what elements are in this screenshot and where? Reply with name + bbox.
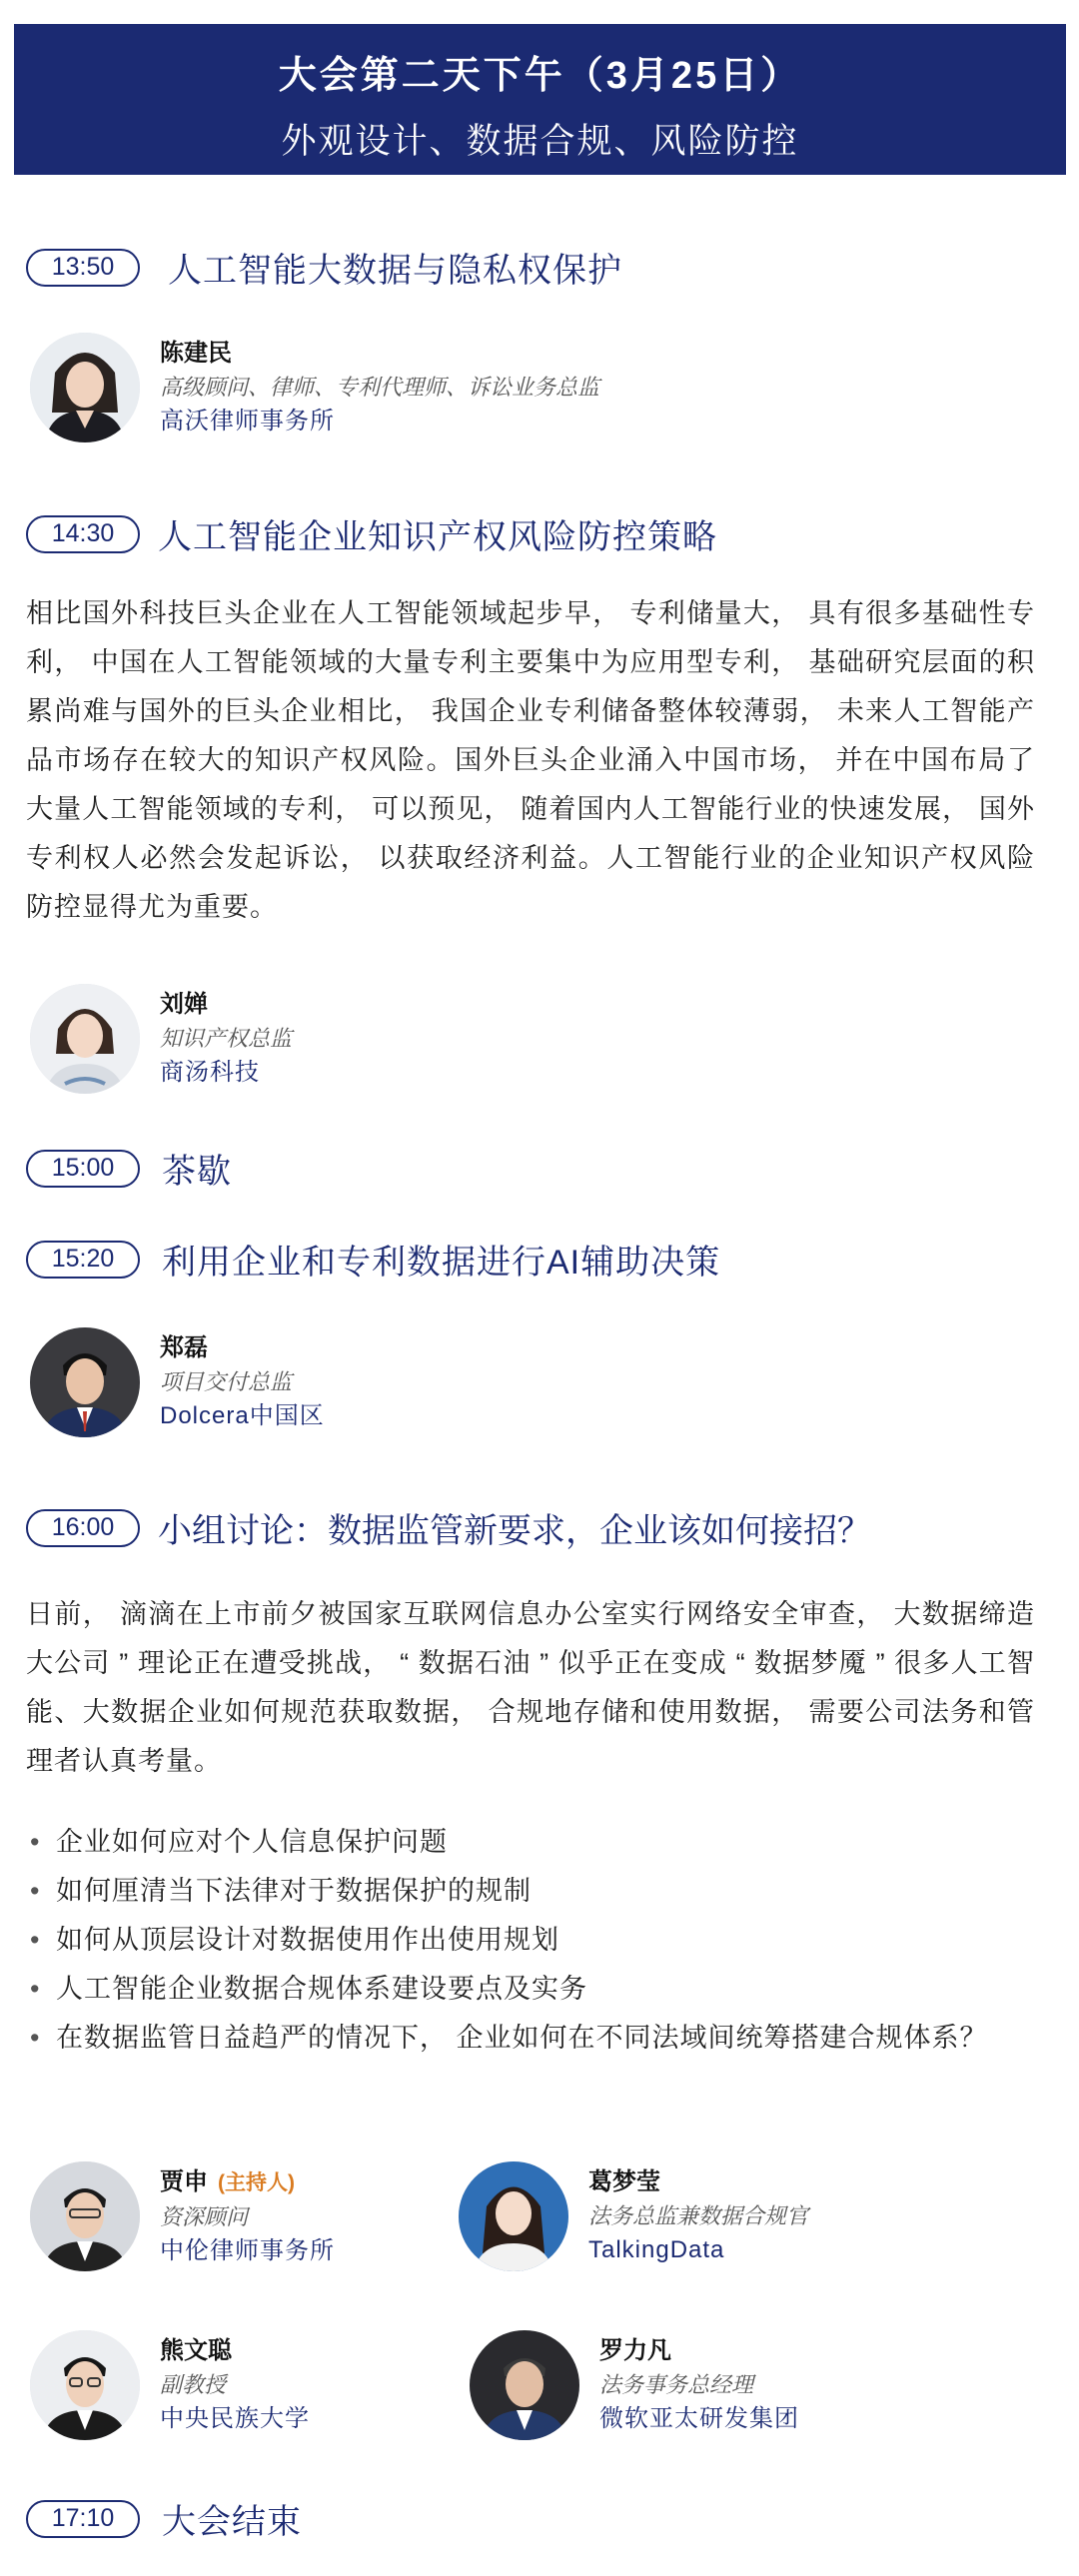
speaker-role: 法务总监兼数据合规官 <box>588 2203 809 2228</box>
speaker-zheng <box>30 1327 325 1437</box>
speaker-name: 熊文聪 <box>160 2337 232 2364</box>
speaker-role: 资深顾问 <box>160 2203 249 2229</box>
panel-description: 日前， 滴滴在上市前夕被国家互联网信息办公室实行网络安全审查， 大数据缔造大公司 ” 理论正在遭受挑战， “ 数据石油 ” 似乎正在变成 “ 数据梦魇 ” 很多人工智能、大数据企业如何规范获取数据， 合规地存储和使用数据， 需要公司法务和管理者认真考量。 <box>26 1599 1035 1776</box>
session-title: 大会结束 <box>162 2503 302 2541</box>
speaker-luo <box>470 2330 799 2440</box>
list-item: • 企业如何应对个人信息保护问题 <box>26 1818 1045 1867</box>
portrait-icon <box>30 333 140 442</box>
session-description: 相比国外科技巨头企业在人工智能领域起步早， 专利储量大， 具有很多基础性专利， 中国在人工智能领域的大量专利主要集中为应用型专利， 基础研究层面的积累尚难与国外的巨头企业相比， 我国企业专利储备整体较薄弱， 未来人工智能产品市场存在较大的知识产权风险。国外巨头企业涌入中国市场， 并在中国布局了大量人工智能领域的专利， 可以预见， 随着国内人工智能行业的快速发展， 国外专利权人必然会发起诉讼， 以获取经济利益。人工智能行业的企业知识产权风险防控显得尤为重要。 <box>26 598 1035 922</box>
speaker-jia <box>30 2161 335 2271</box>
time-pill: 17:10 <box>26 2500 140 2538</box>
session-row-1710 <box>26 2494 302 2543</box>
session-row-1500 <box>26 1144 232 1193</box>
avatar <box>30 2330 140 2440</box>
speaker-role: 副教授 <box>160 2372 227 2397</box>
speaker-org: 商汤科技 <box>160 1059 260 1086</box>
time-pill: 13:50 <box>26 249 140 287</box>
session-title: 利用企业和专利数据进行AI辅助决策 <box>162 1244 721 1282</box>
portrait-icon <box>30 1327 140 1437</box>
session-title: 茶歇 <box>162 1153 232 1191</box>
speaker-xiong <box>30 2330 310 2440</box>
speaker-org: 中央民族大学 <box>160 2405 310 2432</box>
speaker-name: 葛梦莹 <box>588 2168 660 2195</box>
avatar <box>30 2161 140 2271</box>
session-row-1350 <box>26 243 622 292</box>
session-title: 人工智能企业知识产权风险防控策略 <box>158 518 717 556</box>
speaker-org: 高沃律师事务所 <box>160 408 335 434</box>
speaker-role: 法务事务总经理 <box>599 2372 754 2397</box>
host-tag: (主持人) <box>218 2170 295 2194</box>
speaker-name: 陈建民 <box>160 340 232 367</box>
day-header-subtitle: 外观设计、数据合规、风险防控 <box>281 122 799 161</box>
speaker-org: Dolcera中国区 <box>160 1402 325 1429</box>
speaker-role: 项目交付总监 <box>160 1369 293 1394</box>
portrait-icon <box>459 2161 568 2271</box>
time-pill: 15:20 <box>26 1241 140 1279</box>
list-item: • 在数据监管日益趋严的情况下， 企业如何在不同法域间统筹搭建合规体系？ <box>26 2014 1045 2063</box>
avatar <box>30 984 140 1094</box>
time-pill: 16:00 <box>26 1509 140 1547</box>
portrait-icon <box>30 2330 140 2440</box>
list-item: • 如何从顶层设计对数据使用作出使用规划 <box>26 1916 1045 1965</box>
session-title: 小组讨论：数据监管新要求，企业该如何接招？ <box>158 1512 871 1550</box>
speaker-role: 知识产权总监 <box>160 1026 293 1051</box>
speaker-name: 贾申 <box>160 2167 208 2195</box>
time-pill: 14:30 <box>26 515 140 553</box>
session-row-1600 <box>26 1503 871 1552</box>
speaker-chen <box>30 333 599 442</box>
session-title: 人工智能大数据与隐私权保护 <box>168 252 622 290</box>
speaker-role: 高级顾问、律师、专利代理师、诉讼业务总监 <box>160 375 600 400</box>
speaker-name: 刘婵 <box>160 991 208 1018</box>
speaker-org: 中伦律师事务所 <box>160 2236 335 2264</box>
session-row-1520 <box>26 1235 720 1284</box>
avatar <box>470 2330 579 2440</box>
speaker-liu <box>30 984 292 1094</box>
speaker-name: 郑磊 <box>160 1334 208 1361</box>
panel-topic-list <box>26 1818 1045 2063</box>
list-item: • 如何厘清当下法律对于数据保护的规制 <box>26 1867 1045 1916</box>
session-row-1430 <box>26 509 717 558</box>
avatar <box>459 2161 568 2271</box>
portrait-icon <box>470 2330 579 2440</box>
time-pill: 15:00 <box>26 1150 140 1188</box>
portrait-icon <box>30 984 140 1094</box>
day-header-banner <box>14 24 1066 175</box>
portrait-icon <box>30 2161 140 2271</box>
avatar <box>30 333 140 442</box>
day-header-title: 大会第二天下午（3月25日） <box>278 55 802 97</box>
speaker-name: 罗力凡 <box>599 2337 671 2364</box>
speaker-org: TalkingData <box>588 2236 725 2263</box>
speaker-name-line <box>160 2165 335 2200</box>
list-item: • 人工智能企业数据合规体系建设要点及实务 <box>26 1965 1045 2014</box>
speaker-org: 微软亚太研发集团 <box>599 2405 799 2432</box>
avatar <box>30 1327 140 1437</box>
speaker-ge <box>459 2161 808 2271</box>
